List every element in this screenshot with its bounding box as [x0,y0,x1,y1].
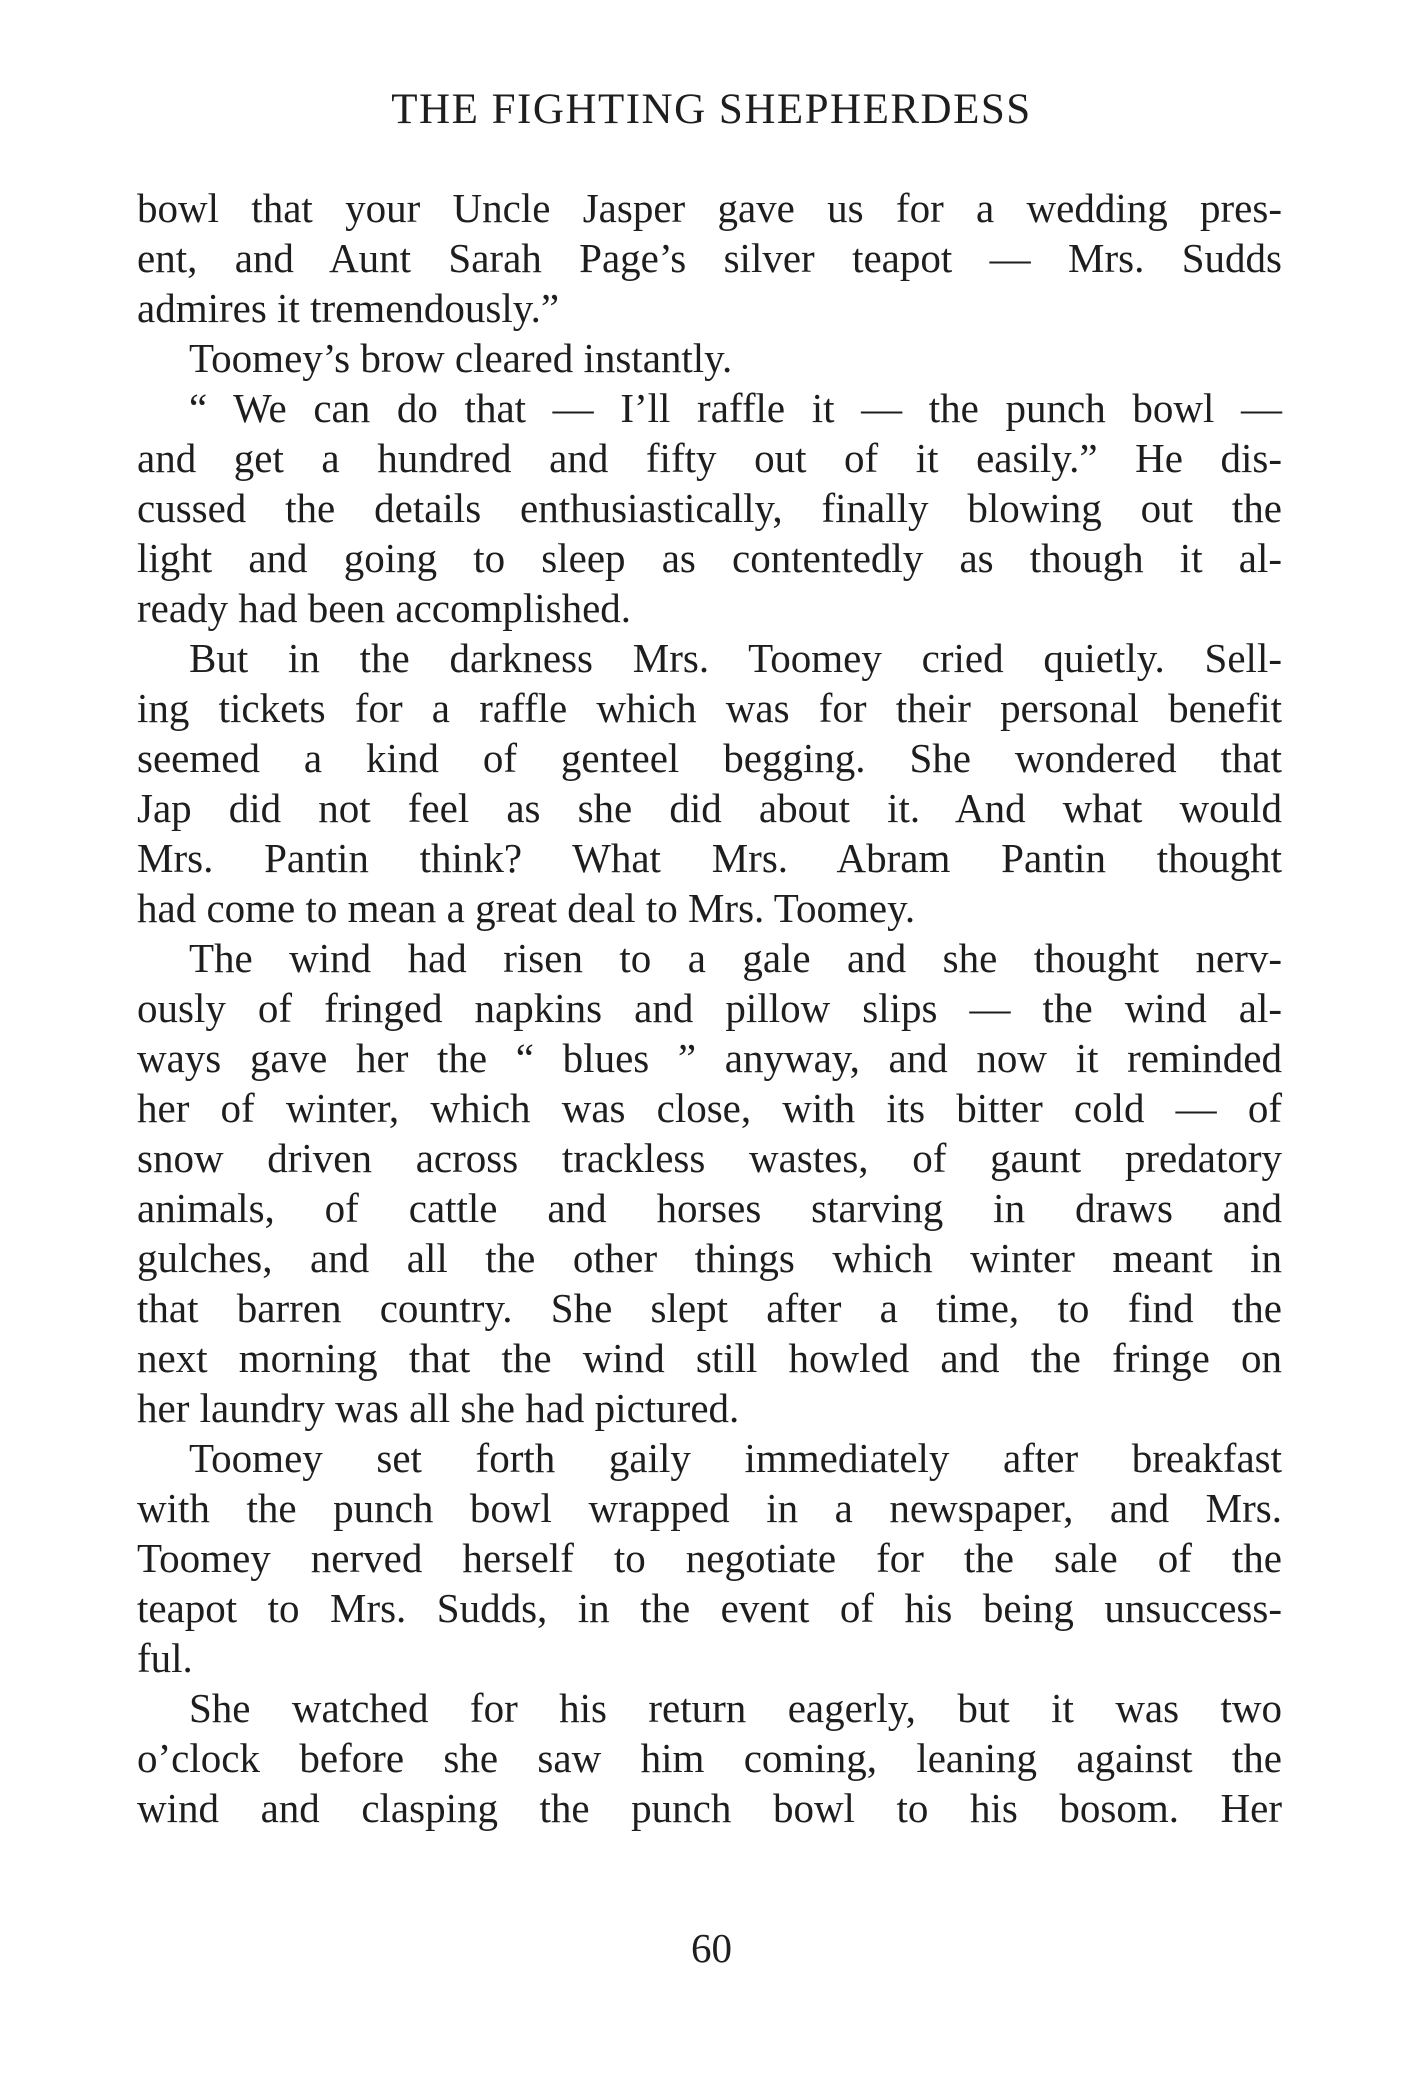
text-line: next morning that the wind still howled and the fringe on [137,1335,1282,1381]
text-line: wind and clasping the punch bowl to his bosom. Her [137,1785,1282,1831]
text-line: Toomey nerved herself to negotiate for the sale of the [137,1535,1282,1581]
text-line: snow driven across trackless wastes, of gaunt predatory [137,1135,1282,1181]
text-line: Toomey set forth gaily immediately after breakfast [189,1435,1282,1481]
text-line: “ We can do that — I’ll raffle it — the punch bowl — [189,385,1282,431]
text-line: ent, and Aunt Sarah Page’s silver teapot — Mrs. Sudds [137,235,1282,281]
text-line: Mrs. Pantin think? What Mrs. Abram Pantin thought [137,835,1282,881]
text-line: But in the darkness Mrs. Toomey cried quietly. Sell- [189,635,1282,681]
text-line: ful. [137,1635,193,1681]
text-line: ready had been accomplished. [137,585,632,631]
text-line: o’clock before she saw him coming, leaning against the [137,1735,1282,1781]
text-line: had come to mean a great deal to Mrs. Toomey. [137,885,916,931]
text-line: animals, of cattle and horses starving in draws and [137,1185,1282,1231]
text-line: The wind had risen to a gale and she thought nerv- [189,935,1282,981]
text-line: that barren country. She slept after a time, to find the [137,1285,1282,1331]
text-line: seemed a kind of genteel begging. She wondered that [137,735,1282,781]
text-line: her laundry was all she had pictured. [137,1385,740,1431]
running-head: THE FIGHTING SHEPHERDESS [391,86,1032,133]
body-text [137,183,1282,1833]
text-line: her of winter, which was close, with its bitter cold — of [137,1085,1282,1131]
text-line: She watched for his return eagerly, but it was two [189,1685,1282,1731]
text-line: bowl that your Uncle Jasper gave us for a wedding pres- [137,185,1282,231]
text-line: cussed the details enthusiastically, finally blowing out the [137,485,1282,531]
text-line: gulches, and all the other things which winter meant in [137,1235,1282,1281]
text-line: and get a hundred and fifty out of it easily.” He dis- [137,435,1282,481]
text-line: Toomey’s brow cleared instantly. [189,335,733,381]
text-line: teapot to Mrs. Sudds, in the event of his being unsuccess- [137,1585,1282,1631]
text-line: ing tickets for a raffle which was for their personal benefit [137,685,1282,731]
text-line: admires it tremendously.” [137,285,560,331]
text-line: ways gave her the “ blues ” anyway, and now it reminded [137,1035,1282,1081]
page-number: 60 [691,1925,732,1971]
text-line: Jap did not feel as she did about it. And what would [137,785,1282,831]
text-line: ously of fringed napkins and pillow slips — the wind al- [137,985,1282,1031]
text-line: with the punch bowl wrapped in a newspaper, and Mrs. [137,1485,1282,1531]
text-line: light and going to sleep as contentedly as though it al- [137,535,1282,581]
